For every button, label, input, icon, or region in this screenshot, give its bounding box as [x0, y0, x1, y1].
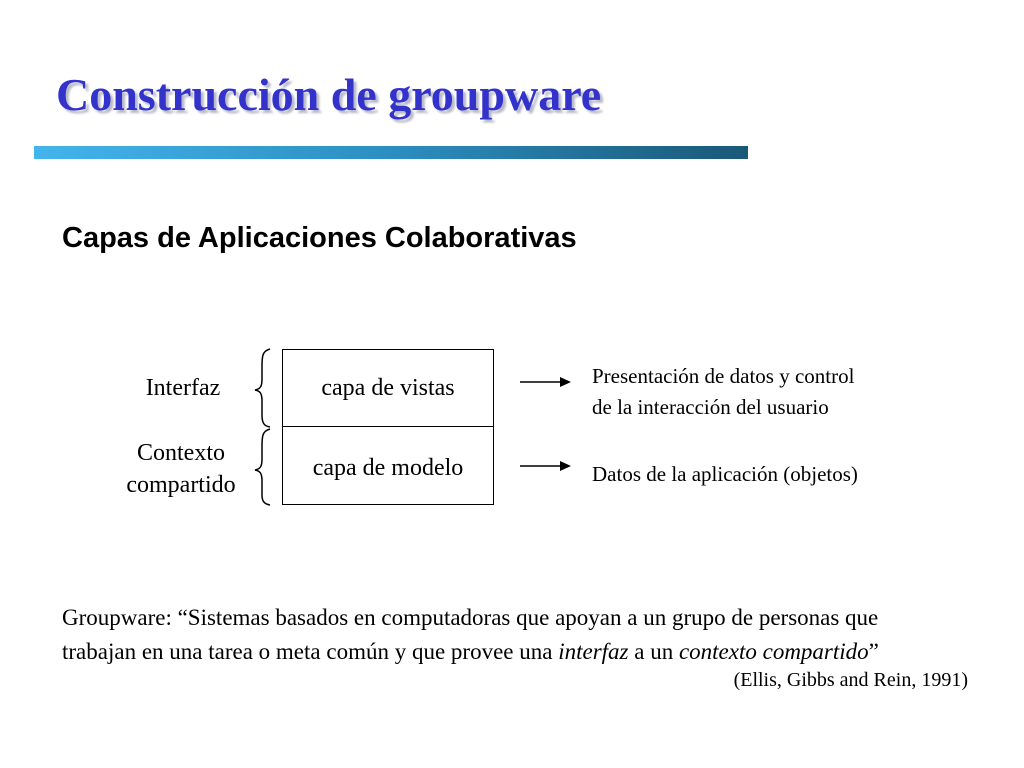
- quote-text: a un: [628, 639, 679, 664]
- description-vistas: [592, 361, 854, 423]
- quote-citation: (Ellis, Gibbs and Rein, 1991): [733, 669, 968, 691]
- quote-closing-mark: ”: [868, 639, 879, 664]
- layer-box-modelo: capa de modelo: [282, 426, 494, 505]
- arrow-right-icon: [520, 458, 572, 474]
- groupware-definition-quote: [62, 601, 982, 669]
- label-contexto-line2: compartido: [126, 472, 236, 498]
- label-contexto-line1: Contexto: [137, 440, 225, 466]
- arrow-right-icon: [520, 374, 572, 390]
- slide-title: Construcción de groupware: [56, 69, 602, 120]
- description-vistas-line2: de la interacción del usuario: [592, 395, 829, 419]
- label-interfaz: Interfaz: [145, 375, 221, 401]
- left-brace-icon: [252, 347, 274, 507]
- quote-emphasis-contexto: contexto compartido: [678, 639, 869, 664]
- label-contexto-compartido: [100, 437, 262, 501]
- quote-line1: Groupware: “Sistemas basados en computadoras que apoyan a un grupo de personas que: [62, 605, 879, 630]
- title-underline-bar: [34, 146, 748, 159]
- quote-emphasis-interfaz: interfaz: [558, 639, 629, 664]
- quote-text: trabajan en una tarea o meta común y que provee una: [62, 639, 559, 664]
- layer-box-vistas: capa de vistas: [282, 349, 494, 427]
- quote-line2: [62, 635, 982, 669]
- description-modelo: Datos de la aplicación (objetos): [592, 462, 858, 486]
- description-vistas-line1: Presentación de datos y control: [592, 364, 855, 388]
- slide-subtitle: Capas de Aplicaciones Colaborativas: [62, 222, 577, 254]
